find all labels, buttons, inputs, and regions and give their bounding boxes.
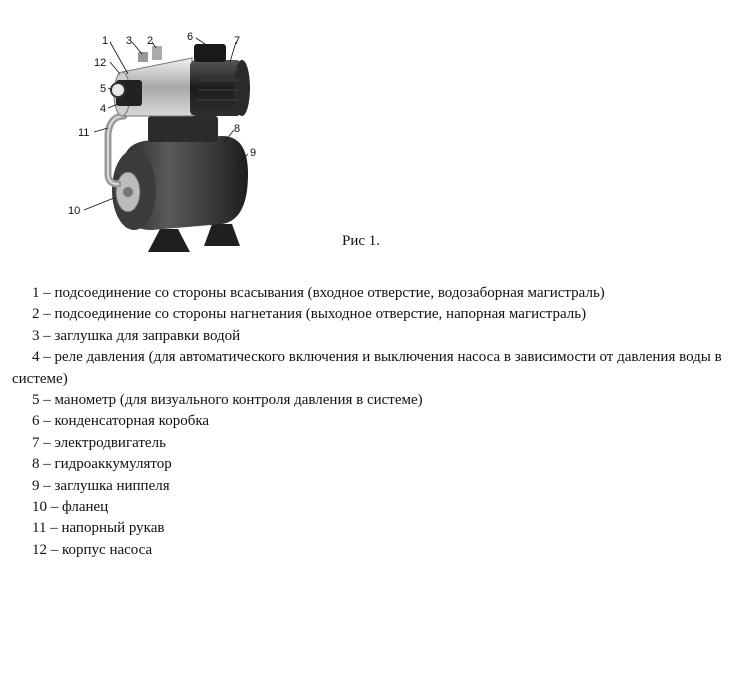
callout-1: 1 <box>102 35 109 47</box>
legend-item-11: 11 – напорный рукав <box>32 520 165 537</box>
legend-item-3: 3 – заглушка для заправки водой <box>32 327 241 344</box>
legend-item-8: 8 – гидроаккумулятор <box>32 456 172 473</box>
gauge <box>111 83 125 97</box>
legend-item-10: 10 – фланец <box>32 499 109 516</box>
capacitor-box <box>194 44 226 62</box>
callout-7: 7 <box>234 35 241 47</box>
legend-item-9: 9 – заглушка ниппеля <box>32 477 170 494</box>
legend-item-12: 12 – корпус насоса <box>32 541 153 558</box>
tank-foot-left <box>148 229 190 252</box>
callout-8: 8 <box>234 123 241 135</box>
pump-illustration <box>52 24 292 264</box>
legend-item-2: 2 – подсоединение со стороны нагнетания (выходное отверстие, напорная магистраль) <box>32 306 587 323</box>
legend-item-6: 6 – конденсаторная коробка <box>32 413 210 430</box>
callout-5: 5 <box>100 83 107 95</box>
legend-item-7: 7 – электродвигатель <box>32 434 166 451</box>
callout-11: 11 <box>78 127 90 139</box>
callout-3: 3 <box>126 35 133 47</box>
pump-bracket <box>148 116 218 142</box>
callout-4: 4 <box>100 103 107 115</box>
parts-legend <box>12 283 730 561</box>
callout-6: 6 <box>187 31 194 43</box>
tank-foot-right <box>204 224 240 246</box>
callout-9: 9 <box>250 147 257 159</box>
figure-caption: Рис 1. <box>342 233 381 249</box>
callout-12: 12 <box>94 57 107 69</box>
callout-2: 2 <box>147 35 154 47</box>
legend-item-1: 1 – подсоединение со стороны всасывания (входное отверстие, водозаборная магистраль) <box>32 285 605 301</box>
legend-item-4: 4 – реле давления (для автоматического включения и выключения насоса в зависимости от давления воды в системе) <box>12 349 722 387</box>
legend-item-5: 5 – манометр (для визуального контроля давления в системе) <box>32 392 423 409</box>
pump-figure <box>52 24 292 264</box>
callout-10: 10 <box>68 205 81 217</box>
